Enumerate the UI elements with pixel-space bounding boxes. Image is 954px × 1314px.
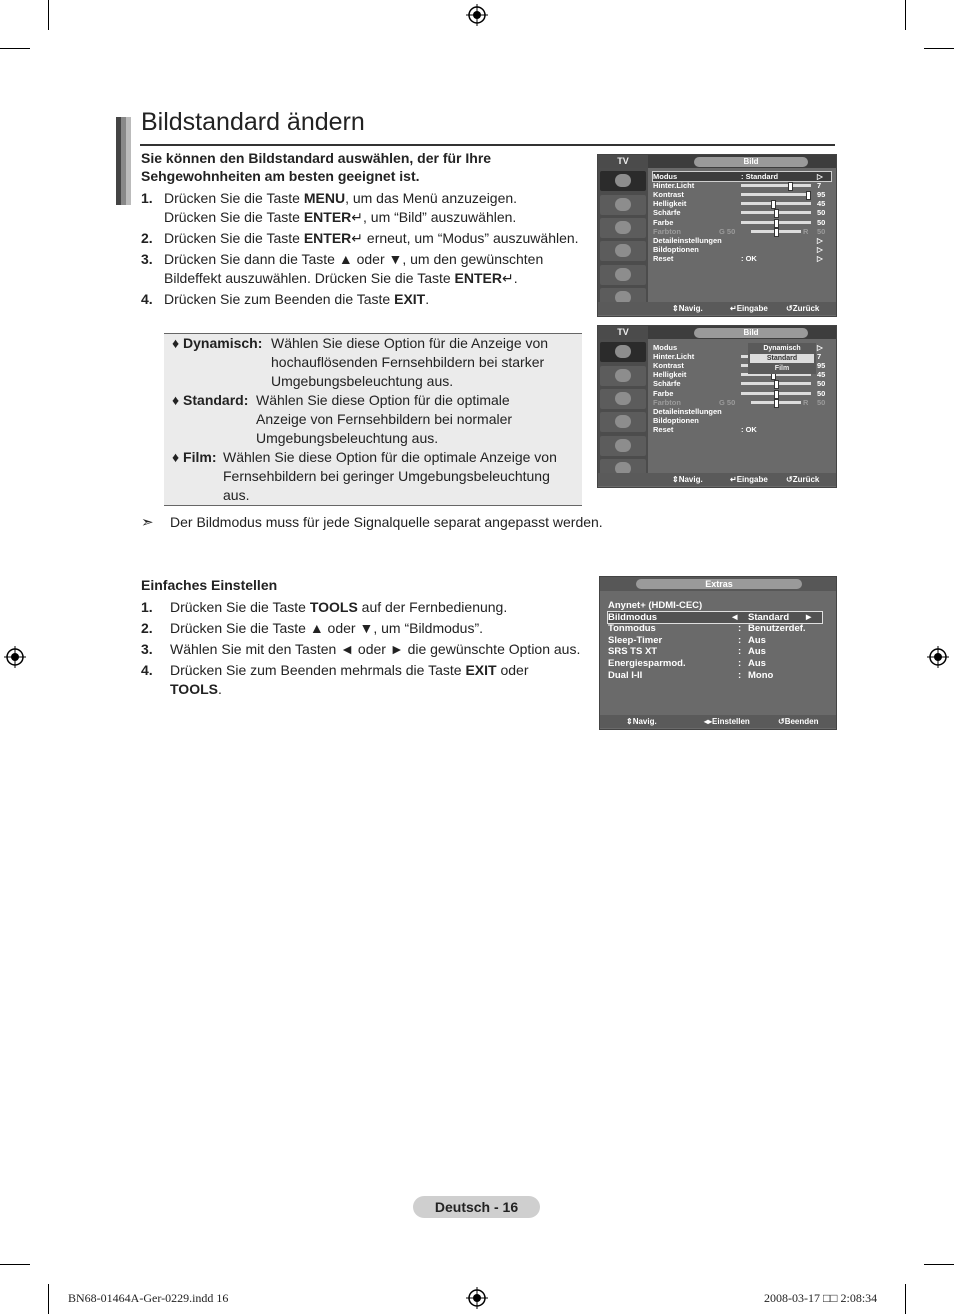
- menu-row-value: : OK: [741, 253, 757, 263]
- menu-row: [653, 245, 831, 254]
- menu-row-label: Bildoptionen: [653, 244, 699, 254]
- arrow-left-icon: ◄: [730, 611, 740, 623]
- menu-row-end: 95: [817, 361, 826, 371]
- category-glyph-icon: [615, 198, 631, 211]
- menu-row-label: Reset: [653, 253, 674, 263]
- value-slider: [741, 202, 811, 205]
- menu-row: [653, 416, 831, 425]
- nav-hint: ⇕ Navig.: [626, 717, 657, 726]
- menu-row-label: Detaileinstellungen: [653, 235, 722, 245]
- menu-row-value: : Standard: [741, 172, 779, 181]
- tv-menu-screen-bild: TV Bild Modus : Standard ▷ Hinter.Licht 7 Kontrast 95 Helligkeit 45 Schärfe 50 Farbe 50 Farbton G 50 R 50 Detaileinstellungen ▷ Bildoptionen ▷ Reset : OK ▷ ⇕ Navig. ↵ Eingabe ↺ Zurück: [597, 154, 837, 317]
- note-arrow-icon: ➣: [141, 514, 154, 531]
- extras-row-label: Sleep-Timer: [608, 634, 663, 646]
- extras-row: [608, 623, 822, 634]
- menu-row-label: Schärfe: [653, 379, 681, 389]
- back-hint: ↺ Zurück: [786, 304, 820, 313]
- tint-red-label: R: [803, 226, 809, 236]
- menu-category-icon: [600, 412, 646, 432]
- menu-row-label: Farbe: [653, 217, 674, 227]
- steps-list: [141, 189, 581, 311]
- nav-hint: ⇕ Navig.: [672, 304, 703, 313]
- category-glyph-icon: [615, 415, 631, 428]
- menu-row: [653, 398, 831, 407]
- menu-row-label: Reset: [653, 424, 674, 434]
- menu-row: [653, 425, 831, 434]
- mode-options-box: ♦ Dynamisch: Wählen Sie diese Option für die Anzeige von hochauflösenden Fernsehbildern bei starker Umgebungsbeleuchtung aus. ♦ Standard: Wählen Sie diese Option für die optimale Anzeige von Fernsehbildern bei normaler Umgebungsbeleuchtung aus. ♦ Film: Wählen Sie diese Option für die optimale Anzeige von Fernsehbildern bei geringer Umgebungsbeleuchtung aus.: [164, 333, 582, 506]
- menu-row-end: ▷: [817, 244, 823, 254]
- tv-menu-screen-bild-dropdown: TV Bild Modus ▷ Hinter.Licht 7 Kontrast 95 Helligkeit 45 Schärfe 50 Farbe 50 Farbton G 50 R 50 Detaileinstellungen Bildoptionen Reset : OK Dynamisch Standard Film ⇕ Navig. ↵ Eingabe ↺ Zurück: [597, 325, 837, 488]
- menu-help-bar: [598, 473, 836, 486]
- extras-row-value: Aus: [748, 634, 766, 646]
- extras-row: [608, 658, 822, 669]
- registration-mark-icon: [466, 1287, 488, 1309]
- menu-row-label: Kontrast: [653, 190, 684, 200]
- list-item: 4. Drücken Sie zum Beenden mehrmals die Taste EXIT oder TOOLS.: [141, 662, 529, 697]
- extras-row-label: Anynet+ (HDMI-CEC): [608, 600, 703, 611]
- footer-date: 2008-03-17 □□ 2:08:34: [764, 1291, 878, 1305]
- menu-title: Extras: [636, 579, 802, 589]
- menu-title: Bild: [694, 328, 808, 338]
- menu-row: [653, 172, 831, 181]
- menu-row-end: 50: [817, 217, 826, 227]
- menu-row-label: Kontrast: [653, 361, 684, 371]
- menu-category-icon: [600, 195, 646, 215]
- menu-row-label: Farbe: [653, 388, 674, 398]
- extras-row: [608, 635, 822, 646]
- list-item: 2. Drücken Sie die Taste ENTER↵ erneut, um “Modus” auszuwählen.: [141, 230, 579, 246]
- list-item: 4. Drücken Sie zum Beenden die Taste EXIT.: [141, 291, 430, 307]
- enter-hint: ↵ Eingabe: [730, 304, 768, 313]
- category-glyph-icon: [615, 439, 631, 452]
- menu-row: [653, 190, 831, 199]
- tint-green-label: G 50: [719, 226, 736, 236]
- menu-category-icon: [600, 436, 646, 456]
- menu-row: [653, 199, 831, 208]
- menu-row-label: Helligkeit: [653, 370, 687, 380]
- enter-icon: ↵: [351, 230, 364, 246]
- list-item: 1. Drücken Sie die Taste TOOLS auf der Fernbedienung.: [141, 599, 508, 615]
- extras-row: [608, 600, 822, 611]
- value-slider: [741, 193, 811, 196]
- exit-hint: ↺ Beenden: [778, 717, 819, 726]
- menu-row-label: Modus: [653, 343, 678, 352]
- registration-mark-icon: [927, 646, 949, 668]
- category-glyph-icon: [615, 221, 631, 234]
- extras-row-value: Aus: [748, 658, 766, 669]
- menu-category-icon: [600, 218, 646, 238]
- dropdown-option: Dynamisch: [750, 344, 814, 353]
- category-glyph-icon: [615, 369, 631, 382]
- menu-row: [653, 379, 831, 388]
- extras-row-colon: :: [738, 669, 742, 681]
- set-hint: ◂▸ Einstellen: [704, 717, 750, 726]
- extras-row-value: Standard: [748, 611, 790, 623]
- value-slider: [741, 392, 811, 395]
- menu-row-label: Farbton: [653, 226, 681, 236]
- menu-row-value: : OK: [741, 424, 757, 434]
- category-glyph-icon: [615, 268, 631, 281]
- tv-menu-screen-extras: [599, 576, 837, 730]
- extras-row-label: Tonmodus: [608, 623, 656, 635]
- list-item: 3. Drücken Sie dann die Taste ▲ oder ▼, um den gewünschten Bildeffekt auszuwählen. Drücken Sie die Taste ENTER↵.: [141, 251, 544, 286]
- category-glyph-icon: [615, 392, 631, 405]
- extras-row-label: Dual I-II: [608, 669, 643, 681]
- menu-row: [653, 254, 831, 263]
- enter-hint: ↵ Eingabe: [730, 475, 768, 484]
- arrow-right-icon: ►: [804, 611, 814, 623]
- menu-row: [653, 227, 831, 236]
- list-item: 2. Drücken Sie die Taste ▲ oder ▼, um “Bildmodus”.: [141, 620, 484, 636]
- menu-category-icon: [600, 171, 646, 191]
- menu-row-end: ▷: [817, 235, 823, 245]
- extras-row-colon: :: [738, 634, 742, 646]
- title-decoration: [116, 117, 132, 205]
- list-item: 3. Wählen Sie mit den Tasten ◄ oder ► die gewünschte Option aus.: [141, 641, 581, 657]
- menu-row-end: ▷: [817, 172, 823, 181]
- menu-sidebar: [598, 168, 648, 302]
- value-slider: [741, 221, 811, 224]
- page-number: Deutsch - 16: [413, 1196, 540, 1218]
- menu-category-icon: [600, 366, 646, 386]
- value-slider: [751, 230, 801, 233]
- title-rule: [140, 144, 835, 146]
- menu-title: Bild: [694, 157, 808, 167]
- menu-row-label: Detaileinstellungen: [653, 406, 722, 416]
- menu-row-end: 50: [817, 379, 826, 389]
- category-glyph-icon: [615, 345, 631, 358]
- menu-row-end: 50: [817, 397, 826, 407]
- enter-icon: ↵: [502, 270, 514, 286]
- menu-row-end: ▷: [817, 343, 823, 352]
- mode-dropdown: [748, 343, 816, 374]
- value-slider: [741, 382, 811, 385]
- extras-row-colon: :: [738, 658, 742, 669]
- menu-category-icon: [600, 342, 646, 362]
- back-hint: ↺ Zurück: [786, 475, 820, 484]
- extras-row: [608, 646, 822, 657]
- value-slider: [741, 184, 811, 187]
- footer-file: BN68-01464A-Ger-0229.indd 16: [68, 1291, 229, 1305]
- menu-row-label: Helligkeit: [653, 199, 687, 209]
- menu-row-label: Bildoptionen: [653, 415, 699, 425]
- category-glyph-icon: [615, 174, 631, 187]
- extras-row-label: SRS TS XT: [608, 646, 658, 658]
- menu-row-end: 50: [817, 208, 826, 218]
- menu-help-bar: [600, 715, 836, 728]
- dropdown-option-selected: Standard: [750, 354, 814, 363]
- dropdown-option: Film: [750, 364, 814, 373]
- extras-row: [608, 612, 822, 623]
- menu-row-label: Modus: [653, 172, 678, 181]
- menu-row-label: Hinter.Licht: [653, 181, 695, 191]
- extras-row-label: Bildmodus: [608, 611, 658, 623]
- menu-sidebar: [598, 339, 648, 473]
- category-glyph-icon: [615, 244, 631, 257]
- extras-row: [608, 670, 822, 681]
- extras-row-label: Energiesparmod.: [608, 658, 686, 669]
- menu-row: [653, 407, 831, 416]
- menu-help-bar: [598, 302, 836, 315]
- extras-row-value: Mono: [748, 669, 774, 681]
- menu-row-end: 50: [817, 226, 826, 236]
- easy-steps-list: [141, 598, 581, 701]
- list-item: 1. Drücken Sie die Taste MENU, um das Menü anzuzeigen. Drücken Sie die Taste ENTER↵, um “Bild” auszuwählen.: [141, 190, 518, 225]
- value-slider: [741, 211, 811, 214]
- menu-row: [653, 208, 831, 217]
- extras-row-value: Benutzerdef.: [748, 623, 806, 635]
- menu-row: [653, 218, 831, 227]
- menu-row: [653, 236, 831, 245]
- menu-row-label: Schärfe: [653, 208, 681, 218]
- menu-row-end: 50: [817, 388, 826, 398]
- menu-row: [653, 181, 831, 190]
- menu-row-end: 45: [817, 370, 826, 380]
- menu-category-icon: [600, 265, 646, 285]
- menu-row-end: 45: [817, 199, 826, 209]
- extras-row-colon: :: [738, 646, 742, 658]
- page-title: Bildstandard ändern: [141, 108, 365, 136]
- menu-row-end: 7: [817, 352, 822, 362]
- extras-row-colon: :: [738, 623, 742, 635]
- menu-category-icon: [600, 241, 646, 261]
- menu-row: [653, 389, 831, 398]
- value-slider: [751, 401, 801, 404]
- menu-row-end: 95: [817, 190, 826, 200]
- extras-row-value: Aus: [748, 646, 766, 658]
- menu-row-end: 7: [817, 181, 822, 191]
- menu-row-end: ▷: [817, 253, 823, 263]
- menu-row-label: Farbton: [653, 397, 681, 407]
- menu-category-icon: [600, 389, 646, 409]
- registration-mark-icon: [4, 646, 26, 668]
- section-heading: Einfaches Einstellen: [141, 577, 278, 593]
- enter-icon: ↵: [351, 209, 364, 225]
- menu-row-label: Hinter.Licht: [653, 352, 695, 362]
- registration-mark-icon: [466, 4, 488, 26]
- intro-text: Sie können den Bildstandard auswählen, der für Ihre Sehgewohnheiten am besten geeignet ist.: [141, 150, 492, 184]
- tint-green-label: G 50: [719, 397, 736, 407]
- tint-red-label: R: [803, 397, 809, 407]
- nav-hint: ⇕ Navig.: [672, 475, 703, 484]
